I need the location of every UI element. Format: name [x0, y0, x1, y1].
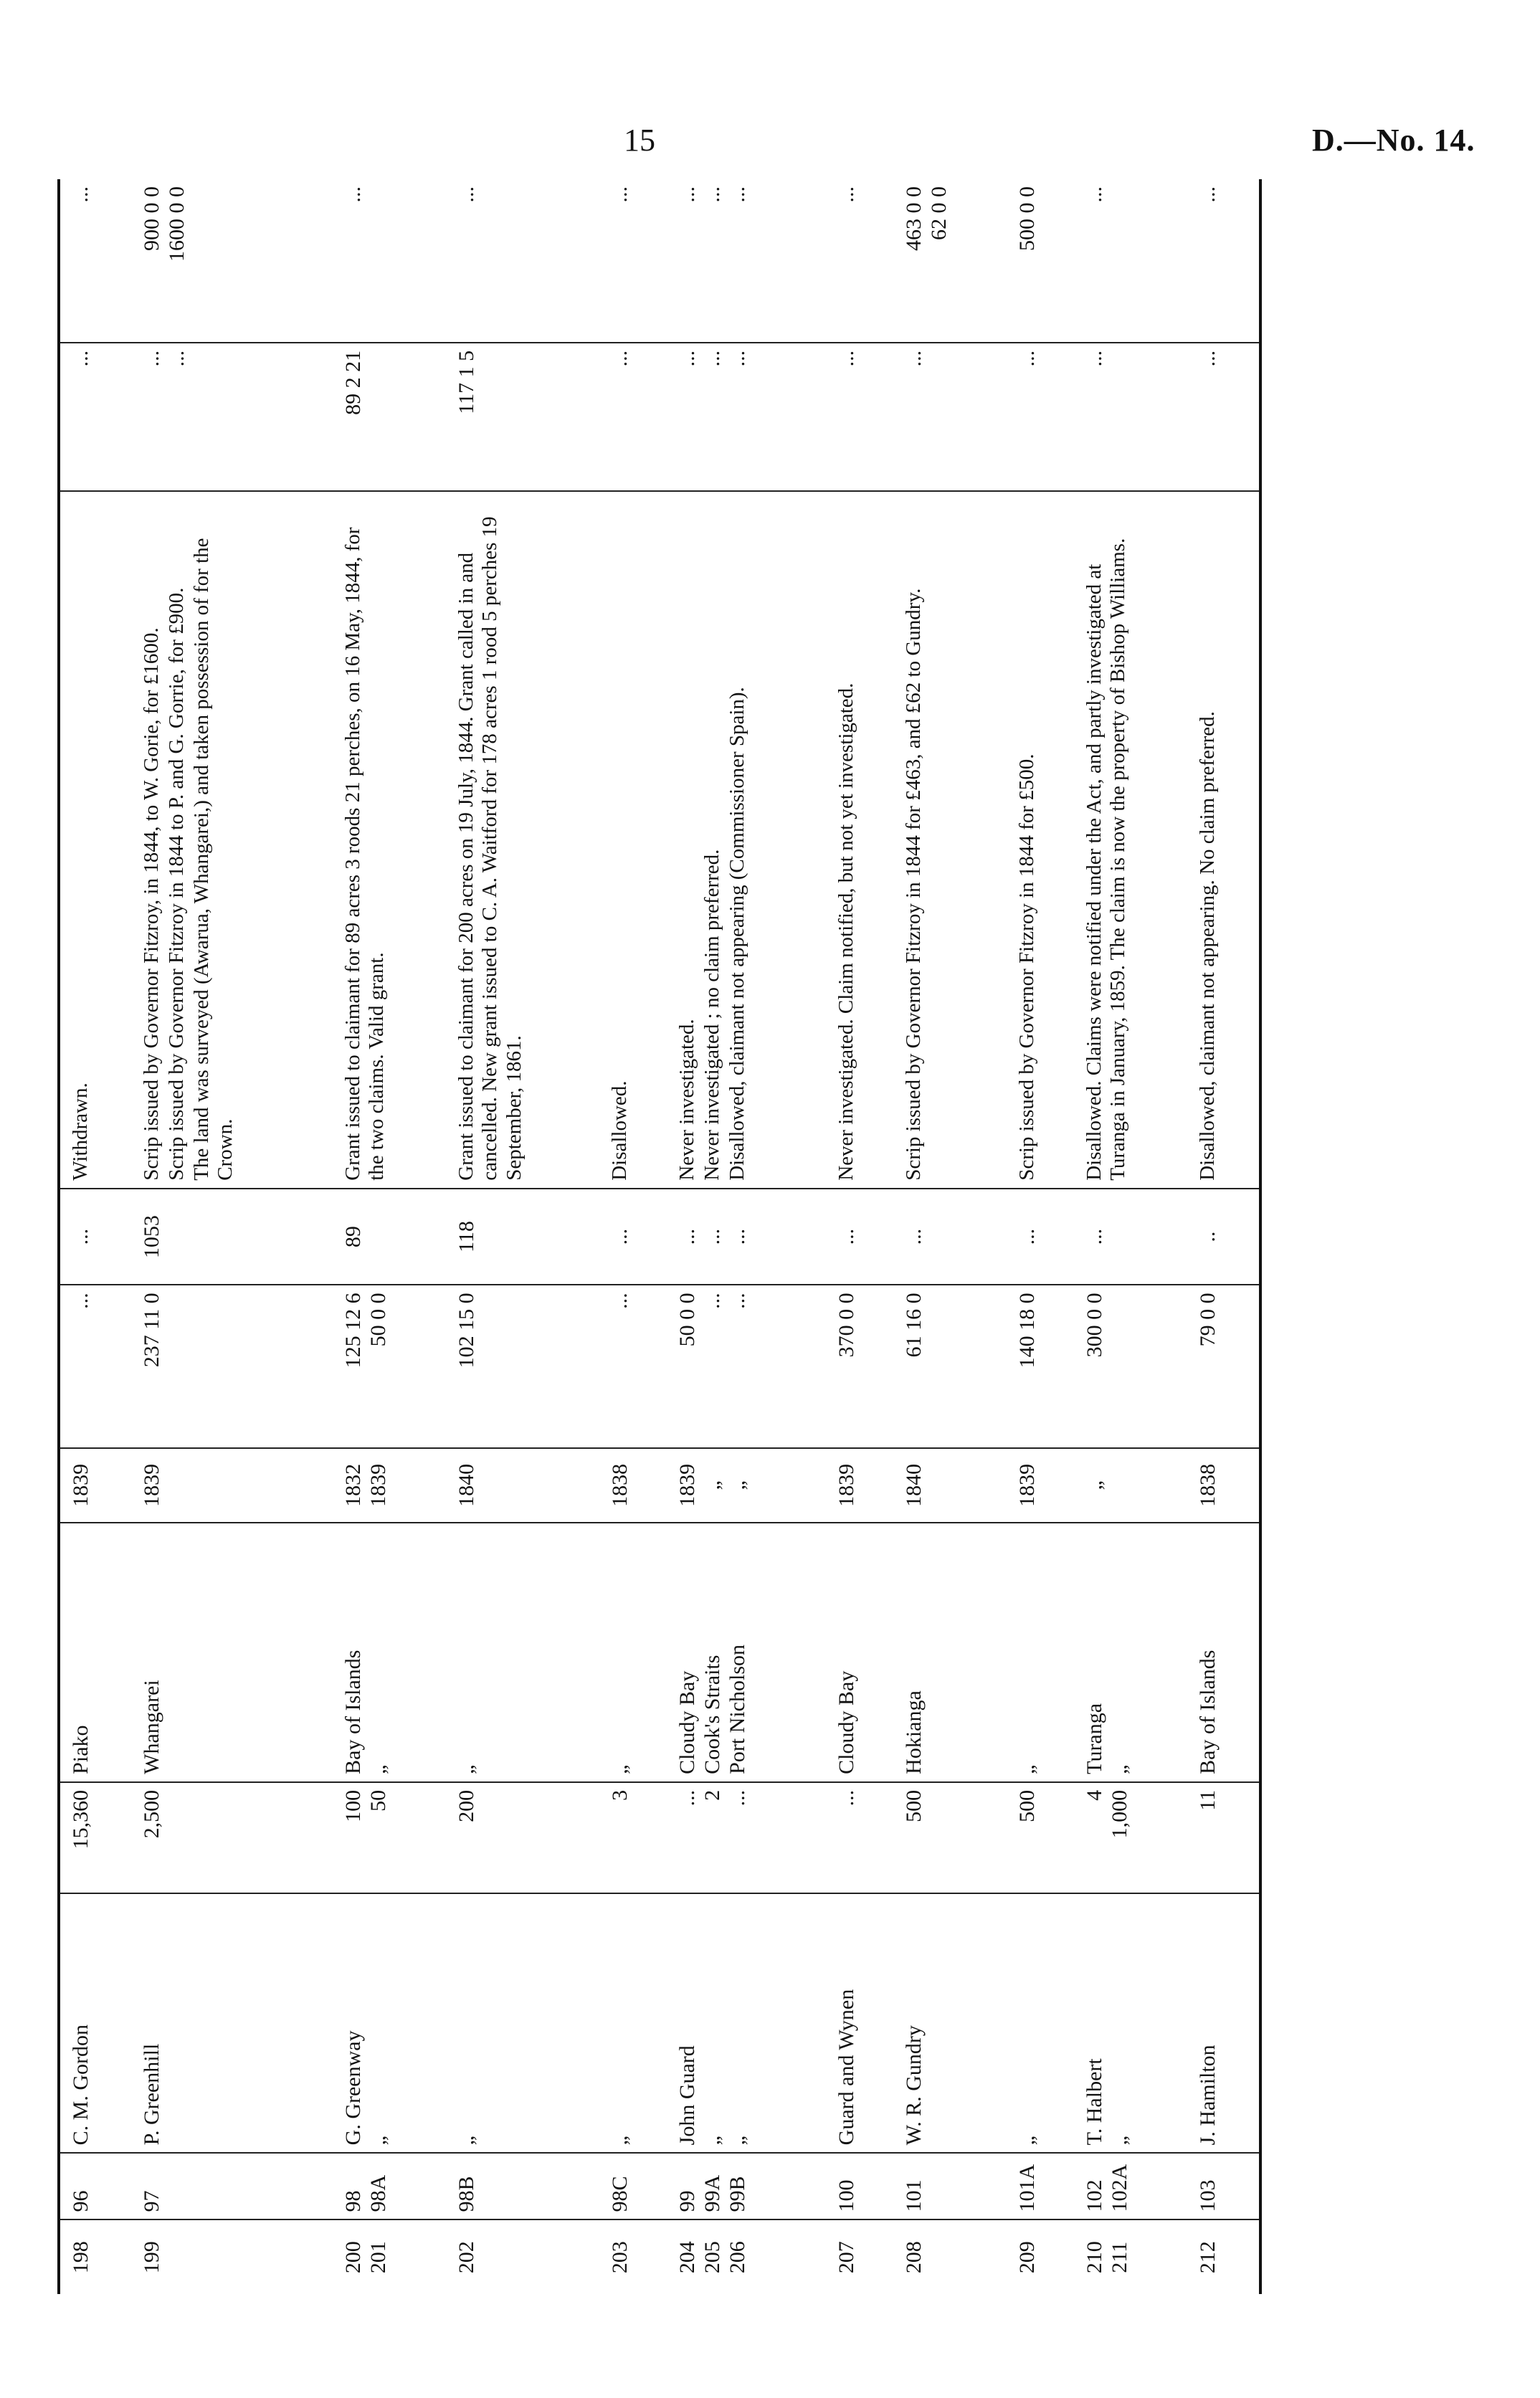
row-number-cell [336, 2220, 449, 2295]
surveyed-area-cell [896, 343, 1009, 491]
remarks-cell [336, 491, 449, 1189]
surveyed-area: ... [164, 350, 189, 367]
year: „ [1083, 1480, 1107, 1490]
scrip-amount: 900 0 0 [139, 186, 163, 251]
table-row [829, 179, 896, 2294]
row-number: 211 [1108, 2241, 1132, 2273]
acres-cell [134, 1782, 336, 1893]
row-number: 199 [139, 2241, 163, 2274]
claimant-name: W. R. Gundry [902, 2025, 926, 2146]
row-number: 209 [1015, 2241, 1040, 2274]
acres-cell [59, 1782, 134, 1893]
place: „ [1108, 1764, 1132, 1774]
claim-number: 100 [835, 2179, 859, 2212]
acres-cell [449, 1782, 602, 1893]
remarks: Disallowed. [607, 1080, 631, 1181]
acres: 1,000 [1108, 1789, 1132, 1839]
scrip-amount: ... [1196, 186, 1220, 203]
acres-cell [602, 1782, 670, 1893]
amount-paid-cell [1190, 1285, 1260, 1448]
table-row [59, 179, 134, 2294]
document-reference: D.—No. 14. [1312, 123, 1475, 158]
acres-granted: ... [835, 1228, 859, 1245]
table-body [59, 179, 1260, 2294]
table-row [134, 179, 336, 2294]
surveyed-area: ... [1083, 350, 1107, 367]
scrip-amount: 500 0 0 [1015, 186, 1040, 251]
claimant-name: T. Halbert [1083, 2058, 1107, 2146]
remarks-cell [59, 491, 134, 1189]
row-number-cell [1077, 2220, 1190, 2295]
row-number-cell [1190, 2220, 1260, 2295]
amount-paid: ... [607, 1293, 632, 1309]
acres-cell [896, 1782, 1009, 1893]
place-cell [896, 1523, 1009, 1782]
year-cell [59, 1448, 134, 1523]
row-number: 205 [700, 2241, 724, 2274]
place: Turanga [1083, 1703, 1107, 1774]
scrip-amount: ... [700, 186, 724, 203]
claim-number-cell [336, 2153, 449, 2219]
acres-cell [336, 1782, 449, 1893]
acres-granted-cell [336, 1189, 449, 1285]
amount-paid-cell [59, 1285, 134, 1448]
year: 1839 [1015, 1463, 1040, 1507]
row-number-cell [896, 2220, 1009, 2295]
surveyed-area: ... [69, 350, 92, 367]
acres-cell [1077, 1782, 1190, 1893]
table-row [1190, 179, 1260, 2294]
year-cell [602, 1448, 670, 1523]
claimant-name: „ [700, 2136, 724, 2146]
acres-granted-cell [1009, 1189, 1077, 1285]
place: Cloudy Bay [835, 1670, 859, 1774]
claimant-name: „ [455, 2136, 479, 2146]
table-row [1077, 179, 1190, 2294]
remarks: Disallowed. Claims were notified under the Act, and partly investigated at Turanga in January, 1859. The claim is now the property of Bishop Williams. [1083, 538, 1130, 1181]
remarks: Never investigated ; no claim preferred. [700, 849, 723, 1181]
row-number-cell [134, 2220, 336, 2295]
scrip-amount: 1600 0 0 [164, 186, 189, 262]
year-cell [896, 1448, 1009, 1523]
acres: 2,500 [139, 1789, 163, 1839]
acres-granted-cell [1190, 1189, 1260, 1285]
amount-paid: 125 12 6 [341, 1293, 365, 1369]
place-cell [336, 1523, 449, 1782]
claim-number: 101A [1015, 2164, 1040, 2212]
table-row [670, 179, 830, 2294]
claim-number-cell [134, 2153, 336, 2219]
surveyed-area-cell [670, 343, 830, 491]
claimant-name-cell [134, 1893, 336, 2153]
amount-paid-cell [896, 1285, 1009, 1448]
remarks: Never investigated. Claim notified, but not yet investigated. [835, 682, 858, 1181]
acres-granted-cell [449, 1189, 602, 1285]
year: „ [700, 1480, 724, 1490]
scrip-amount-cell [1190, 179, 1260, 343]
surveyed-area-cell [1190, 343, 1260, 491]
year-cell [670, 1448, 830, 1523]
remarks: Scrip issued by Governor Fitzroy in 1844 for £500. [1015, 753, 1039, 1181]
acres-granted: ... [675, 1228, 699, 1245]
acres: 500 [902, 1789, 926, 1822]
remarks: Scrip issued by Governor Fitzroy in 1844 to P. and G. Gorrie, for £900. [164, 587, 188, 1181]
remarks: Scrip issued by Governor Fitzroy, in 1844, to W. Gorie, for £1600. [139, 627, 163, 1181]
amount-paid-cell [829, 1285, 896, 1448]
place-cell [134, 1523, 336, 1782]
table-row [1009, 179, 1077, 2294]
scrip-amount: ... [455, 186, 479, 203]
year: 1840 [902, 1463, 926, 1507]
scrip-amount-cell [602, 179, 670, 343]
claim-number: 102 [1083, 2179, 1107, 2212]
scrip-amount: 463 0 0 [902, 186, 926, 251]
row-number: 203 [607, 2241, 632, 2274]
claim-number: 102A [1108, 2164, 1132, 2212]
scrip-amount-cell [134, 179, 336, 343]
claimant-name-cell [449, 1893, 602, 2153]
remarks-cell [670, 491, 830, 1189]
year-cell [1190, 1448, 1260, 1523]
acres: 200 [455, 1789, 479, 1822]
amount-paid-cell [449, 1285, 602, 1448]
amount-paid-cell [1077, 1285, 1190, 1448]
surveyed-area: ... [700, 350, 724, 367]
claim-number: 96 [69, 2190, 92, 2212]
claimant-name: J. Hamilton [1196, 2045, 1220, 2146]
scrip-amount: ... [607, 186, 632, 203]
page-number: 15 [624, 123, 655, 158]
amount-paid-cell [602, 1285, 670, 1448]
claim-number-cell [1190, 2153, 1260, 2219]
rotated-table-container [57, 179, 1262, 2294]
claim-number-cell [602, 2153, 670, 2219]
place-cell [59, 1523, 134, 1782]
amount-paid: 140 18 0 [1015, 1293, 1040, 1369]
scrip-amount: 62 0 0 [927, 186, 951, 240]
year-cell [134, 1448, 336, 1523]
place-cell [1077, 1523, 1190, 1782]
claimant-name-cell [1190, 1893, 1260, 2153]
row-number-cell [59, 2220, 134, 2295]
row-number: 207 [835, 2241, 859, 2274]
surveyed-area: ... [1196, 350, 1220, 367]
claim-number: 98C [607, 2176, 632, 2212]
year: 1839 [835, 1463, 859, 1507]
surveyed-area: 89 2 21 [341, 350, 365, 415]
claimant-name: John Guard [675, 2045, 699, 2146]
year: „ [725, 1480, 749, 1490]
surveyed-area: ... [1015, 350, 1040, 367]
row-number: 206 [725, 2241, 749, 2274]
place-cell [1190, 1523, 1260, 1782]
remarks: Grant issued to claimant for 89 acres 3 roods 21 perches, on 16 May, 1844, for the two claims. Valid grant. [341, 527, 389, 1181]
claim-number: 99B [725, 2176, 749, 2212]
surveyed-area-cell [1077, 343, 1190, 491]
acres-granted: 1053 [139, 1215, 163, 1259]
year: 1839 [675, 1463, 699, 1507]
surveyed-area: ... [902, 350, 926, 367]
acres-cell [1009, 1782, 1077, 1893]
claimant-name: Guard and Wynen [835, 1989, 859, 2146]
surveyed-area-cell [134, 343, 336, 491]
acres-granted: ... [1083, 1228, 1107, 1245]
claim-number-cell [1077, 2153, 1190, 2219]
amount-paid-cell [336, 1285, 449, 1448]
scrip-amount-cell [670, 179, 830, 343]
place: „ [607, 1764, 632, 1774]
acres-granted: 118 [455, 1221, 479, 1253]
claimant-name-cell [59, 1893, 134, 2153]
claimant-name: „ [725, 2136, 749, 2146]
place: „ [455, 1764, 479, 1774]
surveyed-area-cell [829, 343, 896, 491]
amount-paid-cell [1009, 1285, 1077, 1448]
scrip-amount: ... [1083, 186, 1107, 203]
acres-granted: ... [1015, 1228, 1040, 1245]
acres-granted: .. [1196, 1231, 1220, 1242]
table-row [896, 179, 1009, 2294]
row-number-cell [829, 2220, 896, 2295]
remarks: Disallowed, claimant not appearing. No claim preferred. [1196, 711, 1220, 1181]
claim-number: 99 [675, 2190, 699, 2212]
amount-paid: 50 0 0 [675, 1293, 699, 1347]
amount-paid: ... [69, 1293, 92, 1309]
remarks: Disallowed, claimant not appearing (Commissioner Spain). [725, 687, 748, 1181]
claim-number: 98 [341, 2190, 365, 2212]
row-number: 208 [902, 2241, 926, 2274]
claimant-name-cell [670, 1893, 830, 2153]
table-row [449, 179, 602, 2294]
year: 1838 [1196, 1463, 1220, 1507]
claim-number-cell [59, 2153, 134, 2219]
claimant-name-cell [1077, 1893, 1190, 2153]
claim-number-cell [449, 2153, 602, 2219]
place-cell [1009, 1523, 1077, 1782]
claim-number-cell [829, 2153, 896, 2219]
amount-paid: 79 0 0 [1196, 1293, 1220, 1347]
amount-paid-cell [670, 1285, 830, 1448]
amount-paid-cell [134, 1285, 336, 1448]
acres: 15,360 [69, 1789, 92, 1850]
surveyed-area-cell [59, 343, 134, 491]
scrip-amount-cell [336, 179, 449, 343]
remarks-cell [602, 491, 670, 1189]
remarks-cell [829, 491, 896, 1189]
place: Hokianga [902, 1690, 926, 1774]
place: „ [1015, 1764, 1040, 1774]
place-cell [829, 1523, 896, 1782]
surveyed-area: ... [675, 350, 699, 367]
remarks: Scrip issued by Governor Fitzroy in 1844 for £463, and £62 to Gundry. [902, 588, 926, 1181]
row-number: 212 [1196, 2241, 1220, 2274]
scrip-amount-cell [449, 179, 602, 343]
remarks-cell [1077, 491, 1190, 1189]
table-row [336, 179, 449, 2294]
acres: 11 [1196, 1789, 1220, 1811]
acres-granted: 89 [341, 1226, 365, 1248]
year: 1839 [139, 1463, 163, 1507]
claimant-name-cell [336, 1893, 449, 2153]
remarks: Grant issued to claimant for 200 acres on 19 July, 1844. Grant called in and cancelled. New grant issued to C. A. Waitford for 178 acres 1 rood 5 perches 19 September, 1861. [455, 516, 526, 1181]
acres-granted: ... [607, 1228, 632, 1245]
year: 1839 [69, 1463, 92, 1507]
claim-number: 98B [455, 2176, 479, 2212]
acres-granted-cell [896, 1189, 1009, 1285]
scrip-amount: ... [725, 186, 749, 203]
acres-granted-cell [670, 1189, 830, 1285]
acres: 500 [1015, 1789, 1040, 1822]
remarks-cell [449, 491, 602, 1189]
acres-granted-cell [59, 1189, 134, 1285]
remarks-cell [1190, 491, 1260, 1189]
place-cell [602, 1523, 670, 1782]
acres-cell [670, 1782, 830, 1893]
surveyed-area: 117 1 5 [455, 350, 479, 414]
row-number: 202 [455, 2241, 479, 2274]
amount-paid: 370 0 0 [835, 1293, 859, 1358]
amount-paid: 237 11 0 [139, 1293, 163, 1368]
place: „ [366, 1764, 390, 1774]
amount-paid: 50 0 0 [366, 1293, 390, 1347]
row-number-cell [449, 2220, 602, 2295]
claimant-name: „ [366, 2136, 390, 2146]
surveyed-area: ... [607, 350, 632, 367]
claimant-name-cell [896, 1893, 1009, 2153]
claimant-name: „ [1108, 2136, 1132, 2146]
place-cell [449, 1523, 602, 1782]
claimant-name-cell [602, 1893, 670, 2153]
acres: 100 [341, 1789, 365, 1822]
claim-number: 103 [1196, 2179, 1220, 2212]
scrip-amount-cell [896, 179, 1009, 343]
year-cell [1077, 1448, 1190, 1523]
acres: ... [675, 1789, 699, 1807]
claim-number: 97 [139, 2190, 163, 2212]
claimant-name: „ [607, 2136, 632, 2146]
place-cell [670, 1523, 830, 1782]
place: Piako [69, 1725, 92, 1774]
year: 1838 [607, 1463, 632, 1507]
acres: ... [725, 1789, 749, 1807]
land-claims-table [57, 179, 1262, 2294]
amount-paid: 300 0 0 [1083, 1293, 1107, 1358]
scrip-amount: ... [675, 186, 699, 203]
place: Whangarei [139, 1680, 163, 1774]
row-number: 200 [341, 2241, 365, 2274]
scrip-amount-cell [59, 179, 134, 343]
acres: 4 [1083, 1789, 1107, 1801]
acres: ... [835, 1789, 859, 1807]
acres-granted: ... [902, 1228, 926, 1245]
amount-paid: ... [725, 1293, 749, 1309]
claim-number: 98A [366, 2174, 390, 2212]
surveyed-area: ... [835, 350, 859, 367]
remarks-cell [134, 491, 336, 1189]
surveyed-area: ... [139, 350, 163, 367]
claimant-name: G. Greenway [341, 2030, 365, 2146]
claim-number: 99A [700, 2174, 724, 2212]
acres-cell [1190, 1782, 1260, 1893]
row-number: 204 [675, 2241, 699, 2274]
remarks-cell [1009, 491, 1077, 1189]
surveyed-area-cell [602, 343, 670, 491]
row-number: 210 [1083, 2241, 1107, 2274]
claim-number: 101 [902, 2179, 926, 2212]
remarks: The land was surveyed (Awarua, Whangarei,) and taken possession of for the Crown. [189, 538, 237, 1181]
surveyed-area: ... [725, 350, 749, 367]
acres: 50 [366, 1789, 390, 1812]
place: Cook's Straits [700, 1655, 724, 1774]
place: Bay of Islands [1196, 1650, 1220, 1774]
claim-number-cell [670, 2153, 830, 2219]
acres-granted-cell [1077, 1189, 1190, 1285]
acres-cell [829, 1782, 896, 1893]
remarks: Never investigated. [675, 1019, 698, 1181]
scrip-amount-cell [829, 179, 896, 343]
claimant-name-cell [1009, 1893, 1077, 2153]
remarks: Withdrawn. [69, 1083, 92, 1181]
amount-paid: 102 15 0 [455, 1293, 479, 1369]
place: Cloudy Bay [675, 1670, 699, 1774]
claim-number-cell [1009, 2153, 1077, 2219]
row-number-cell [1009, 2220, 1077, 2295]
year-cell [336, 1448, 449, 1523]
year: 1832 [341, 1463, 365, 1507]
acres-granted: ... [69, 1228, 92, 1245]
surveyed-area-cell [336, 343, 449, 491]
claimant-name: „ [1015, 2136, 1040, 2146]
table-row [602, 179, 670, 2294]
acres-granted: ... [700, 1228, 724, 1245]
scrip-amount: ... [341, 186, 365, 203]
claimant-name: C. M. Gordon [69, 2024, 92, 2146]
acres-granted: ... [725, 1228, 749, 1245]
acres: 2 [700, 1789, 724, 1801]
row-number: 201 [366, 2241, 390, 2274]
scrip-amount-cell [1009, 179, 1077, 343]
scrip-amount-cell [1077, 179, 1190, 343]
amount-paid: 61 16 0 [902, 1293, 926, 1358]
year: 1839 [366, 1463, 390, 1507]
amount-paid: ... [700, 1293, 724, 1309]
year-cell [1009, 1448, 1077, 1523]
scrip-amount: ... [69, 186, 92, 203]
scrip-amount: ... [835, 186, 859, 203]
row-number: 198 [69, 2241, 92, 2274]
year-cell [449, 1448, 602, 1523]
claim-number-cell [896, 2153, 1009, 2219]
surveyed-area-cell [449, 343, 602, 491]
acres: 3 [607, 1789, 632, 1801]
year-cell [829, 1448, 896, 1523]
acres-granted-cell [134, 1189, 336, 1285]
acres-granted-cell [829, 1189, 896, 1285]
remarks-cell [896, 491, 1009, 1189]
row-number-cell [670, 2220, 830, 2295]
acres-granted-cell [602, 1189, 670, 1285]
place: Bay of Islands [341, 1650, 365, 1774]
year: 1840 [455, 1463, 479, 1507]
claimant-name: P. Greenhill [139, 2043, 163, 2146]
row-number-cell [602, 2220, 670, 2295]
surveyed-area-cell [1009, 343, 1077, 491]
place: Port Nicholson [725, 1644, 749, 1774]
claimant-name-cell [829, 1893, 896, 2153]
